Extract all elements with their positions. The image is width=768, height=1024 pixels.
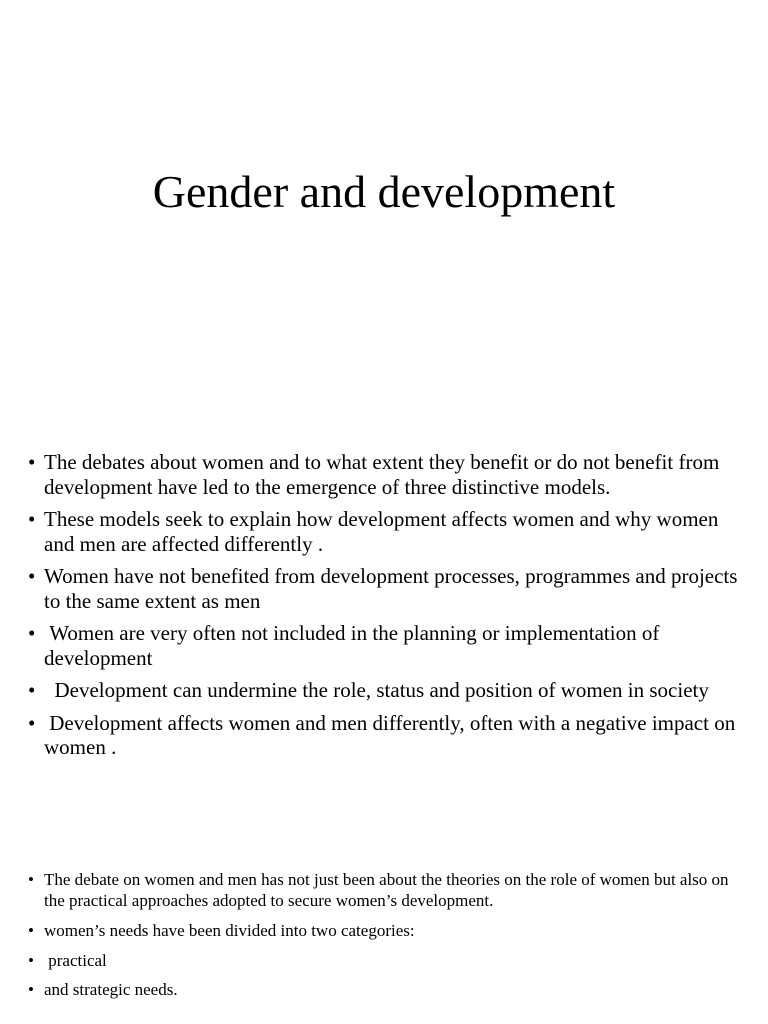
bullet-item: [28, 710, 741, 760]
bullet-item: [28, 678, 738, 703]
bullet-item: [28, 450, 738, 499]
slide-3-bullet-list: [28, 869, 738, 1009]
bullet-item: [28, 920, 738, 941]
bullet-item: [28, 950, 738, 971]
bullet-icon: •: [28, 678, 36, 702]
bullet-icon: •: [28, 980, 34, 999]
bullet-text: The debates about women and to what extent they benefit or do not benefit from development have led to the emergence of three distinctive models.: [44, 450, 725, 499]
bullet-icon: •: [28, 921, 34, 940]
bullet-text: Women are very often not included in the planning or implementation of development: [44, 621, 665, 670]
bullet-text: practical: [44, 951, 107, 970]
bullet-icon: •: [28, 951, 34, 970]
bullet-icon: •: [28, 621, 36, 645]
bullet-text: Development affects women and men differently, often with a negative impact on women .: [44, 710, 741, 759]
bullet-text: Development can undermine the role, status and position of women in society: [44, 678, 709, 702]
bullet-item: [28, 564, 743, 613]
slide-2-bullet-list: [28, 450, 743, 768]
bullet-icon: •: [28, 564, 36, 588]
bullet-item: [28, 869, 738, 911]
bullet-text: Women have not benefited from development processes, programmes and projects to the same extent as men: [44, 564, 743, 613]
bullet-text: The debate on women and men has not just been about the theories on the role of women but also on the practical approaches adopted to secure women’s development.: [44, 870, 733, 910]
bullet-text: women’s needs have been divided into two categories:: [44, 921, 415, 940]
bullet-icon: •: [28, 507, 36, 531]
bullet-text: and strategic needs.: [44, 980, 178, 999]
bullet-item: [28, 979, 738, 1000]
slide-title: Gender and development: [152, 166, 616, 217]
bullet-icon: •: [28, 710, 36, 735]
bullet-item: [28, 507, 738, 556]
bullet-item: [28, 621, 738, 670]
bullet-icon: •: [28, 870, 34, 889]
bullet-icon: •: [28, 450, 36, 474]
bullet-text: These models seek to explain how development affects women and why women and men are affected differently .: [44, 507, 724, 556]
